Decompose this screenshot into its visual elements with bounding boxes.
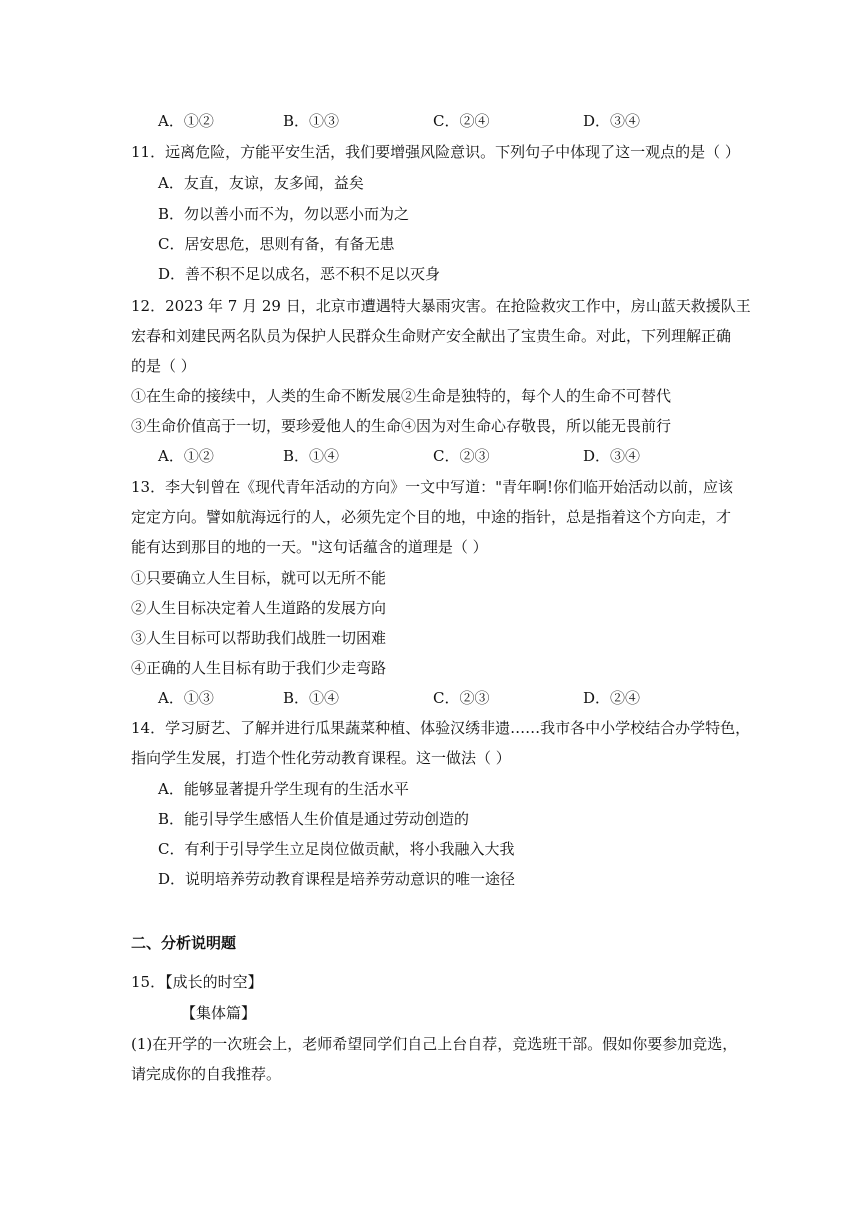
q12-statement-2: ③生命价值高于一切，要珍爱他人的生命④因为对生命心存敬畏，所以能无畏前行 [131,417,672,435]
q13-option-b: B．①④ [283,689,340,707]
q10-option-b: B．①③ [283,112,340,130]
q15-part1-line-1: (1)在开学的一次班会上，老师希望同学们自己上台自荐，竞选班干部。假如你要参加竞选， [131,1035,738,1053]
q11-option-c: C．居安思危，思则有备，有备无患 [158,235,395,253]
q12-stem-line-3: 的是（ ） [131,357,196,375]
q10-option-a: A．①② [158,112,214,130]
q15-part1-line-2: 请完成你的自我推荐。 [131,1065,282,1083]
q12-option-b: B．①④ [283,447,340,465]
q13-stem-line-3: 能有达到那目的地的一天。"这句话蕴含的道理是（ ） [131,538,488,556]
q13-option-d: D．②④ [583,689,641,707]
q13-statement-4: ④正确的人生目标有助于我们少走弯路 [131,659,387,677]
q11-option-b: B．勿以善小而不为，勿以恶小而为之 [158,205,410,223]
q14-stem-line-1: 14．学习厨艺、了解并进行瓜果蔬菜种植、体验汉绣非遗……我市各中小学校结合办学特色， [131,719,751,737]
q13-option-a: A．①③ [158,689,214,707]
q12-stem-line-1: 12．2023 年 7 月 29 日，北京市遭遇特大暴雨灾害。在抢险救灾工作中，房山蓝天救援队王 [131,297,751,315]
q13-statement-2: ②人生目标决定着人生道路的发展方向 [131,599,387,617]
q13-statement-3: ③人生目标可以帮助我们战胜一切困难 [131,629,387,647]
q12-option-c: C．②③ [433,447,490,465]
q13-stem-line-2: 定定方向。譬如航海远行的人，必须先定个目的地，中途的指针，总是指着这个方向走，才 [131,508,732,526]
q10-option-c: C．②④ [433,112,490,130]
q11-option-d: D．善不积不足以成名，恶不积不足以灭身 [158,265,441,283]
q10-option-d: D．③④ [583,112,641,130]
q14-option-b: B．能引导学生感悟人生价值是通过劳动创造的 [158,810,470,828]
q11-option-a: A．友直，友谅，友多闻，益矣 [158,174,364,192]
section-2-title: 二、分析说明题 [131,934,237,952]
q14-option-d: D．说明培养劳动教育课程是培养劳动意识的唯一途径 [158,870,516,888]
q14-option-c: C．有利于引导学生立足岗位做贡献，将小我融入大我 [158,840,515,858]
q15-title: 15．【成长的时空】 [131,973,263,991]
q12-option-d: D．③④ [583,447,641,465]
q15-subtitle: 【集体篇】 [181,1004,257,1022]
q11-stem: 11．远离危险，方能平安生活，我们要增强风险意识。下列句子中体现了这一观点的是（ ） [131,143,740,161]
q12-stem-line-2: 宏春和刘建民两名队员为保护人民群众生命财产安全献出了宝贵生命。对此，下列理解正确 [131,327,732,345]
q14-option-a: A．能够显著提升学生现有的生活水平 [158,780,409,798]
q13-option-c: C．②③ [433,689,490,707]
q14-stem-line-2: 指向学生发展，打造个性化劳动教育课程。这一做法（ ） [131,749,511,767]
q13-stem-line-1: 13．李大钊曾在《现代青年活动的方向》一文中写道："青年啊!你们临开始活动以前，应该 [131,478,734,496]
q12-option-a: A．①② [158,447,214,465]
q12-statement-1: ①在生命的接续中，人类的生命不断发展②生命是独特的，每个人的生命不可替代 [131,387,672,405]
q13-statement-1: ①只要确立人生目标，就可以无所不能 [131,569,387,587]
